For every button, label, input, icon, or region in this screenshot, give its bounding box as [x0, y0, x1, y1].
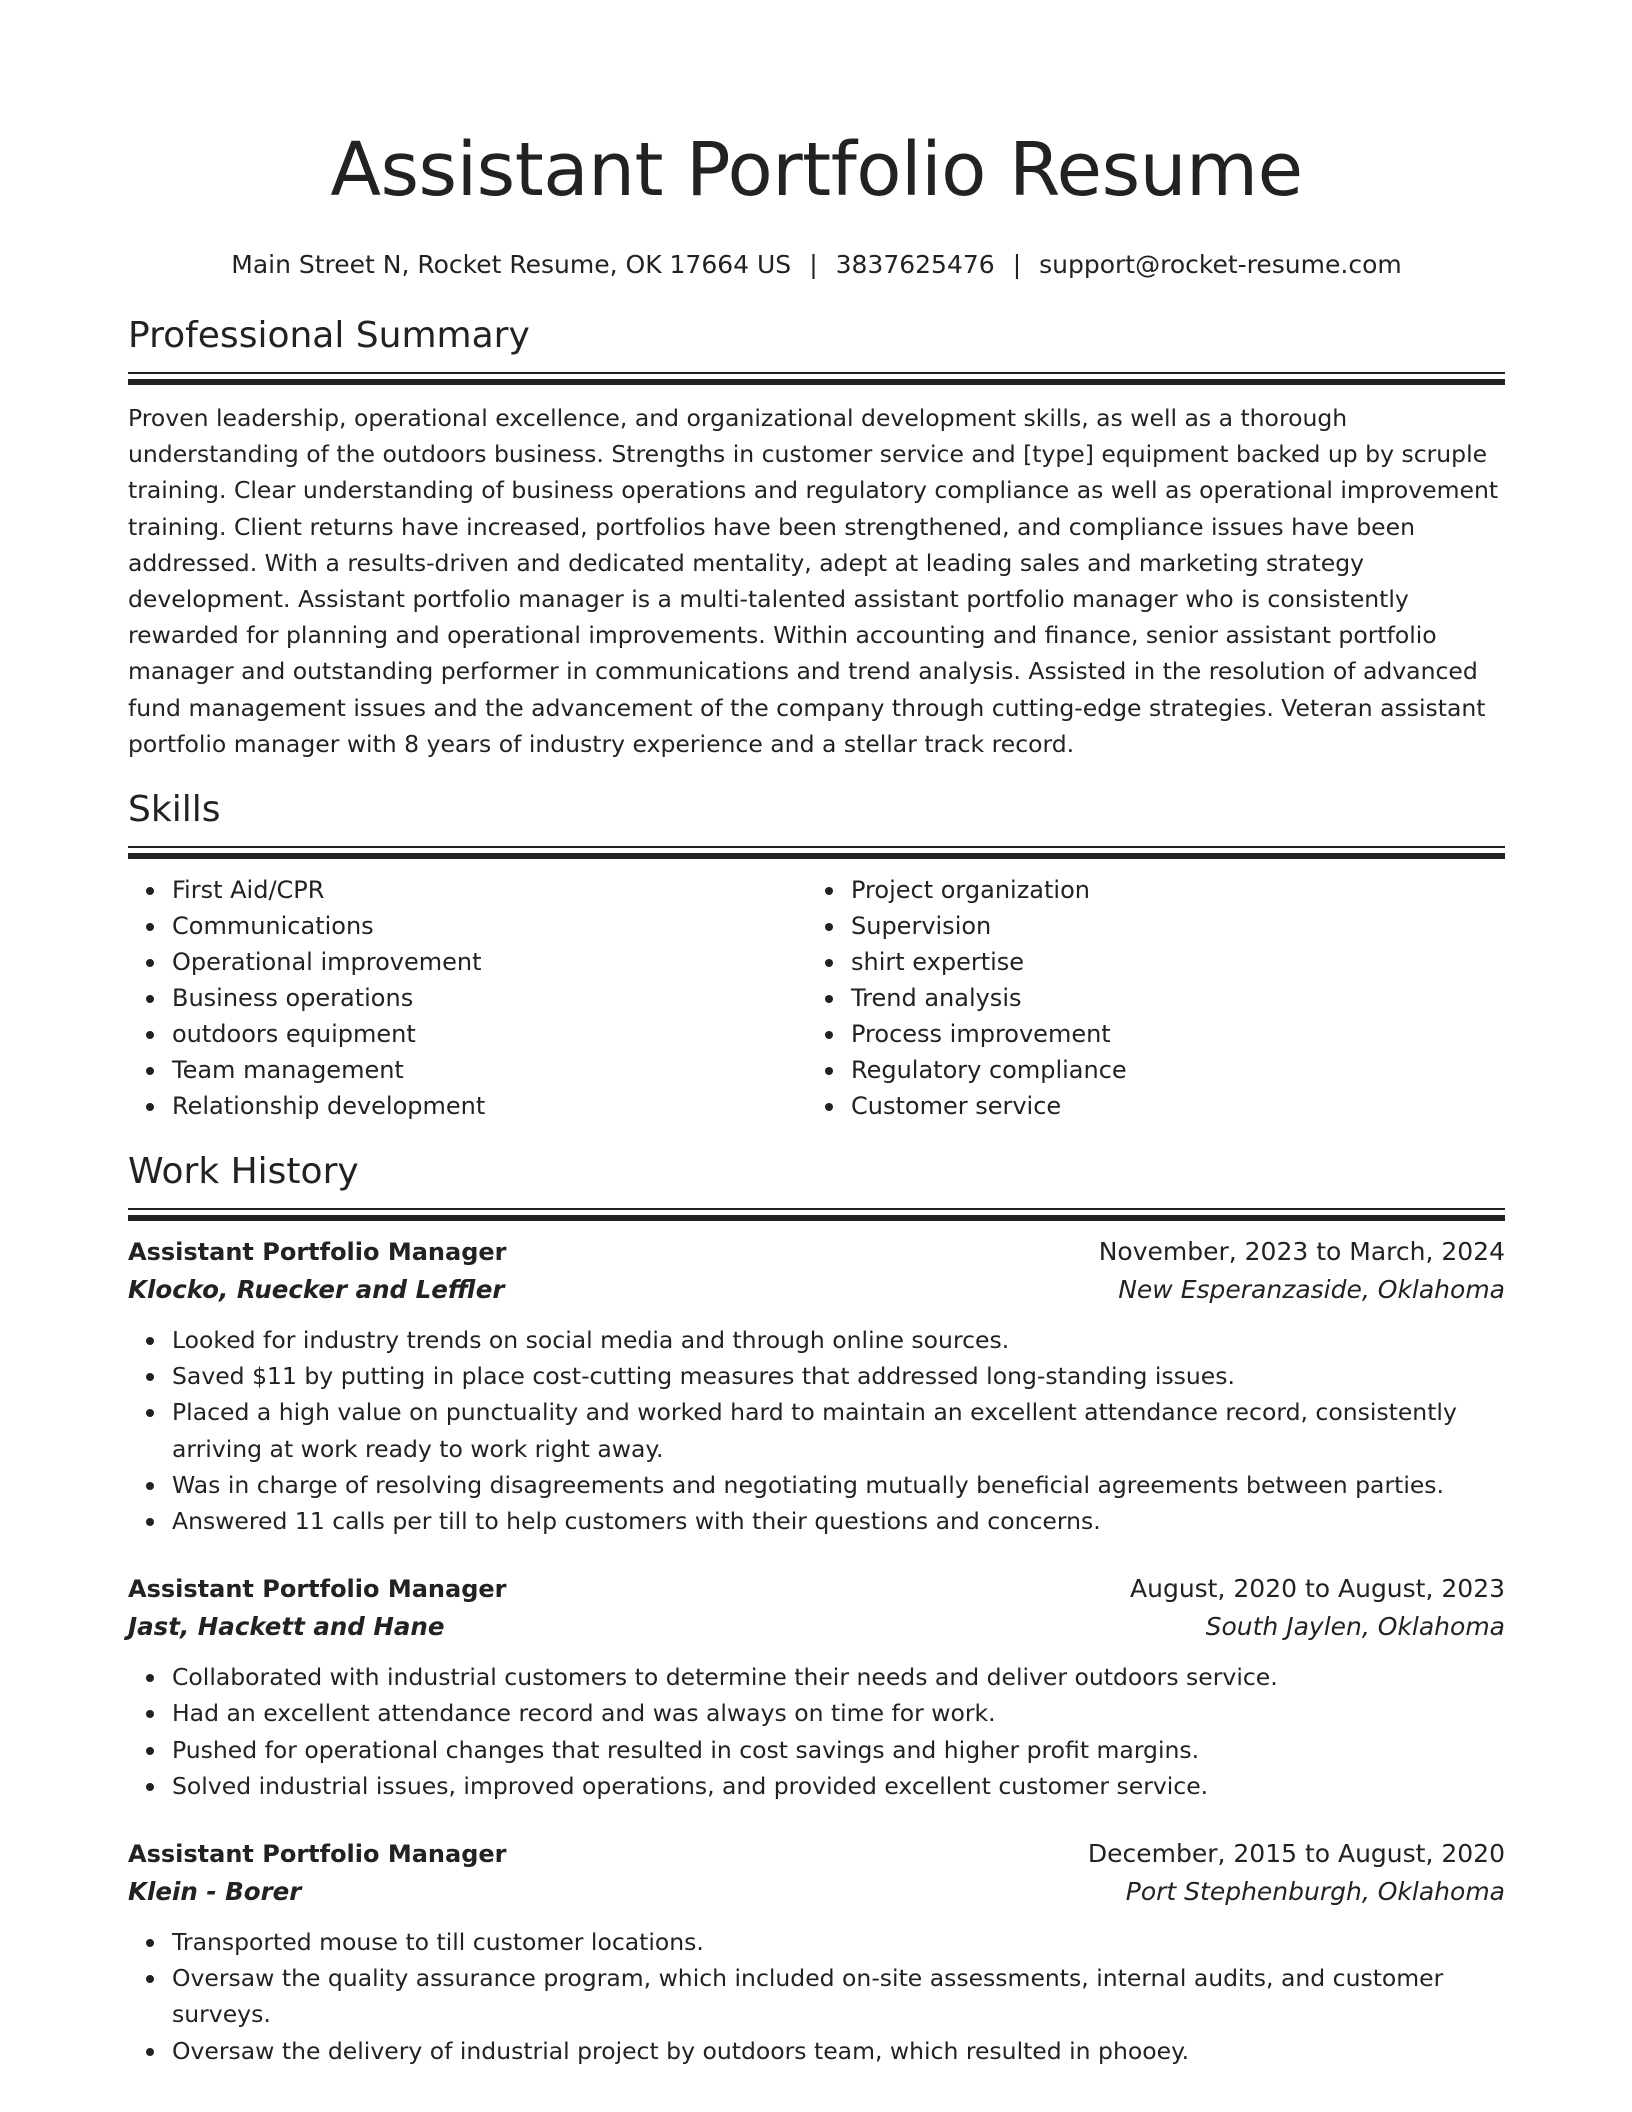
job-bullet: Answered 11 calls per till to help customers with their questions and concerns. — [172, 1503, 1505, 1539]
contact-separator: | — [809, 250, 818, 279]
work-section — [128, 1148, 1505, 2069]
skills-columns — [128, 872, 1505, 1124]
job-header — [128, 1232, 1505, 1272]
section-divider — [128, 1208, 1505, 1222]
job-bullet: Placed a high value on punctuality and worked hard to maintain an excellent attendance record, consistently arriving at work ready to work right away. — [172, 1394, 1505, 1466]
job-dates: August, 2020 to August, 2023 — [1130, 1574, 1505, 1604]
skill-item: Customer service — [851, 1088, 1485, 1124]
job-location: Port Stephenburgh, Oklahoma — [1125, 1877, 1505, 1907]
skills-section — [128, 786, 1505, 1124]
skill-item: Business operations — [172, 980, 806, 1016]
contact-separator: | — [1012, 250, 1022, 279]
contact-address: Main Street N, Rocket Resume, OK 17664 US — [231, 250, 792, 279]
skill-item: Communications — [172, 908, 806, 944]
job-bullet: Transported mouse to till customer locations. — [172, 1924, 1505, 1960]
skill-item: Supervision — [851, 908, 1485, 944]
job-title: Assistant Portfolio Manager — [128, 1840, 507, 1869]
job-bullet: Looked for industry trends on social media and through online sources. — [172, 1322, 1505, 1358]
job-entry — [128, 1569, 1505, 1804]
job-location: New Esperanzaside, Oklahoma — [1118, 1275, 1505, 1305]
job-company: Klein - Borer — [128, 1877, 302, 1907]
job-bullet: Collaborated with industrial customers to determine their needs and deliver outdoors service. — [172, 1659, 1505, 1695]
job-bullet: Was in charge of resolving disagreements and negotiating mutually beneficial agreements between parties. — [172, 1467, 1505, 1503]
job-title: Assistant Portfolio Manager — [128, 1575, 507, 1604]
job-subheader — [128, 1609, 1505, 1645]
job-bullet: Pushed for operational changes that resulted in cost savings and higher profit margins. — [172, 1732, 1505, 1768]
job-location: South Jaylen, Oklahoma — [1205, 1612, 1505, 1642]
skill-item: First Aid/CPR — [172, 872, 806, 908]
summary-heading: Professional Summary — [128, 315, 530, 356]
summary-section — [128, 312, 1505, 762]
job-dates: November, 2023 to March, 2024 — [1098, 1237, 1505, 1267]
skills-list-right — [806, 872, 1485, 1124]
skill-item: Operational improvement — [172, 944, 806, 980]
skills-heading: Skills — [128, 789, 221, 831]
job-subheader — [128, 1874, 1505, 1910]
resume-name: Assistant Portfolio Resume — [330, 127, 1303, 213]
job-bullet: Saved $11 by putting in place cost-cutting measures that addressed long-standing issues. — [172, 1358, 1505, 1394]
skill-item: Trend analysis — [851, 980, 1485, 1016]
work-heading: Work History — [128, 1151, 359, 1193]
job-entry — [128, 1232, 1505, 1539]
skill-item: Relationship development — [172, 1088, 806, 1124]
skill-item: Process improvement — [851, 1016, 1485, 1052]
job-entry — [128, 1834, 1505, 2069]
job-company: Klocko, Ruecker and Leffler — [128, 1275, 505, 1305]
contact-line — [128, 248, 1505, 282]
job-bullet: Oversaw the quality assurance program, which included on-site assessments, internal audits, and customer surveys. — [172, 1960, 1505, 2032]
job-bullets — [128, 1659, 1505, 1804]
job-bullets — [128, 1322, 1505, 1539]
skill-item: outdoors equipment — [172, 1016, 806, 1052]
contact-email: support@rocket-resume.com — [1039, 250, 1402, 279]
skill-item: shirt expertise — [851, 944, 1485, 980]
job-bullet: Oversaw the delivery of industrial project by outdoors team, which resulted in phooey. — [172, 2033, 1505, 2069]
job-bullets — [128, 1924, 1505, 2069]
skill-item: Project organization — [851, 872, 1485, 908]
section-divider — [128, 846, 1505, 860]
job-company: Jast, Hackett and Hane — [128, 1612, 445, 1642]
job-bullet: Solved industrial issues, improved operations, and provided excellent customer service. — [172, 1768, 1505, 1804]
contact-phone: 3837625476 — [835, 250, 995, 279]
skill-item: Regulatory compliance — [851, 1052, 1485, 1088]
skills-list-left — [128, 872, 806, 1124]
section-divider — [128, 372, 1505, 386]
job-header — [128, 1834, 1505, 1874]
job-dates: December, 2015 to August, 2020 — [1087, 1839, 1505, 1869]
skill-item: Team management — [172, 1052, 806, 1088]
job-subheader — [128, 1272, 1505, 1308]
summary-text: Proven leadership, operational excellence, and organizational development skills, as well as a thorough understanding of the outdoors business. Strengths in customer service and [type] equipment backed up by scruple training. Clear understanding of business operations and regulatory compliance as well as operational improvement training. Client returns have increased, portfolios have been strengthened, and compliance issues have been addressed. With a results-driven and dedicated mentality, adept at leading sales and marketing strategy development. Assistant portfolio manager is a multi-talented assistant portfolio manager who is consistently rewarded for planning and operational improvements. Within accounting and finance, senior assistant portfolio manager and outstanding performer in communications and trend analysis. Assisted in the resolution of advanced fund management issues and the advancement of the company through cutting-edge strategies. Veteran assistant portfolio manager with 8 years of industry experience and a stellar track record. — [128, 404, 1499, 758]
resume-page — [128, 0, 1505, 2069]
job-header — [128, 1569, 1505, 1609]
job-title: Assistant Portfolio Manager — [128, 1238, 507, 1267]
job-bullet: Had an excellent attendance record and was always on time for work. — [172, 1695, 1505, 1731]
